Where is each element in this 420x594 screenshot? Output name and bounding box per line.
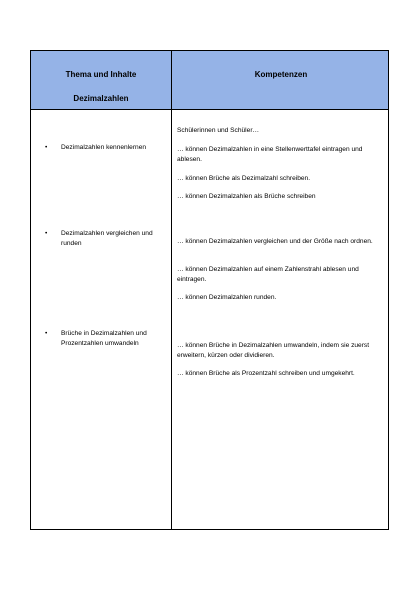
header-topic-subtitle: Dezimalzahlen <box>73 94 129 103</box>
competency-item: … können Dezimalzahlen auf einem Zahlenstrahl ablesen und eintragen. <box>177 266 359 283</box>
curriculum-table <box>30 50 389 530</box>
competency-item: … können Dezimalzahlen vergleichen und der Größe nach ordnen. <box>177 238 373 245</box>
bullet-icon: • <box>45 230 48 237</box>
competency-intro: Schülerinnen und Schüler… <box>177 127 260 134</box>
topic-item <box>45 143 165 153</box>
topic-label: Dezimalzahlen vergleichen und runden <box>61 230 153 247</box>
competency-item: … können Brüche als Prozentzahl schreiben und umgekehrt. <box>177 370 355 377</box>
column-divider <box>171 51 172 529</box>
topic-label: Brüche in Dezimalzahlen und Prozentzahlen umwandeln <box>61 330 147 347</box>
topic-item <box>45 229 165 249</box>
competency-item: … können Dezimalzahlen in eine Stellenwerttafel eintragen und ablesen. <box>177 146 363 163</box>
competency-item: … können Brüche in Dezimalzahlen umwandeln, indem sie zuerst erweitern, kürzen oder dividieren. <box>177 342 370 359</box>
header-competencies-title: Kompetenzen <box>254 70 308 79</box>
header-topic-title: Thema und Inhalte <box>65 70 137 79</box>
topic-label: Dezimalzahlen kennenlernen <box>61 144 147 151</box>
topic-item <box>45 329 165 349</box>
bullet-icon: • <box>45 330 48 337</box>
competency-item: … können Dezimalzahlen als Brüche schreiben <box>177 193 316 200</box>
competency-item: … können Dezimalzahlen runden. <box>177 294 277 301</box>
bullet-icon: • <box>45 144 48 151</box>
competency-item: … können Brüche als Dezimalzahl schreiben. <box>177 175 311 182</box>
